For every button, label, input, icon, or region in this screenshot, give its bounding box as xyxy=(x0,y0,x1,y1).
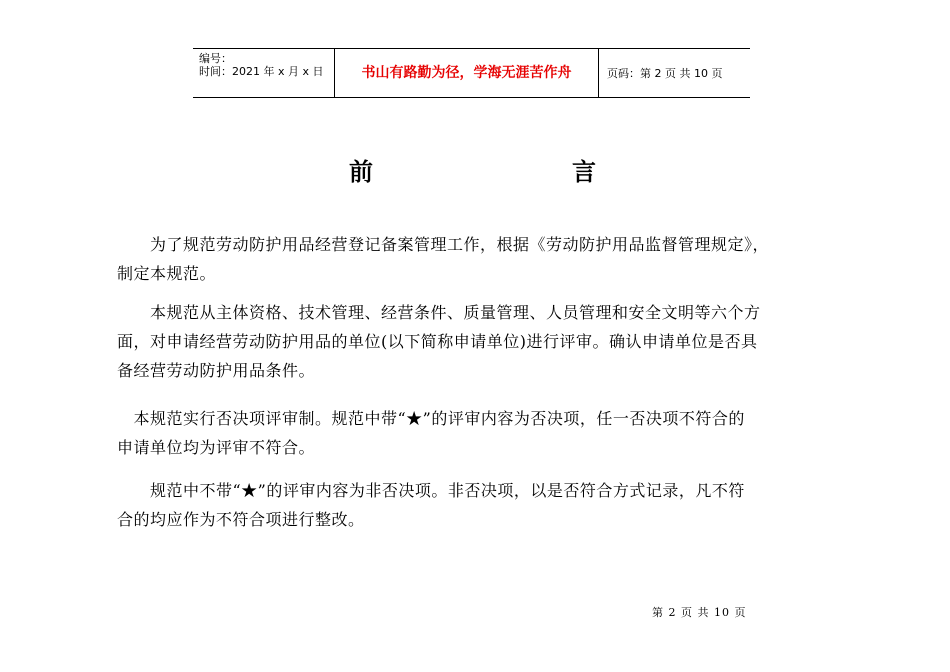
page-code: 页码：第 2 页 共 10 页 xyxy=(607,67,723,80)
paragraph-line: 面，对申请经营劳动防护用品的单位(以下简称申请单位)进行评审。确认申请单位是否具 xyxy=(117,332,758,351)
paragraph-4 xyxy=(117,476,832,534)
paragraph-line: 本规范从主体资格、技术管理、经营条件、质量管理、人员管理和安全文明等六个方 xyxy=(117,303,761,322)
page-header xyxy=(193,48,750,98)
paragraph-line: 本规范实行否决项评审制。规范中带“★”的评审内容为否决项，任一否决项不符合的 xyxy=(117,409,745,428)
number-label: 编号： xyxy=(199,52,232,65)
header-page-cell xyxy=(599,49,750,97)
motto-text: 书山有路勤为径，学海无涯苦作舟 xyxy=(361,65,572,81)
page-footer: 第 2 页 共 10 页 xyxy=(652,606,747,619)
paragraph-line: 申请单位均为评审不符合。 xyxy=(117,438,316,457)
paragraph-line: 为了规范劳动防护用品经营登记备案管理工作，根据《劳动防护用品监督管理规定》， xyxy=(117,235,770,254)
paragraph-2 xyxy=(117,298,832,385)
paragraph-line: 合的均应作为不符合项进行整改。 xyxy=(117,510,365,529)
paragraph-1 xyxy=(117,230,832,288)
title-char-2: 言 xyxy=(572,157,596,186)
paragraph-line: 规范中不带“★”的评审内容为非否决项。非否决项，以是否符合方式记录，凡不符 xyxy=(117,481,745,500)
time-label: 时间：2021 年 x 月 x 日 xyxy=(199,65,324,78)
paragraph-line: 备经营劳动防护用品条件。 xyxy=(117,361,316,380)
header-motto-cell xyxy=(335,49,599,97)
header-meta-cell xyxy=(193,49,335,97)
paragraph-3 xyxy=(117,404,832,462)
paragraph-line: 制定本规范。 xyxy=(117,264,217,283)
title-char-1: 前 xyxy=(349,157,373,186)
